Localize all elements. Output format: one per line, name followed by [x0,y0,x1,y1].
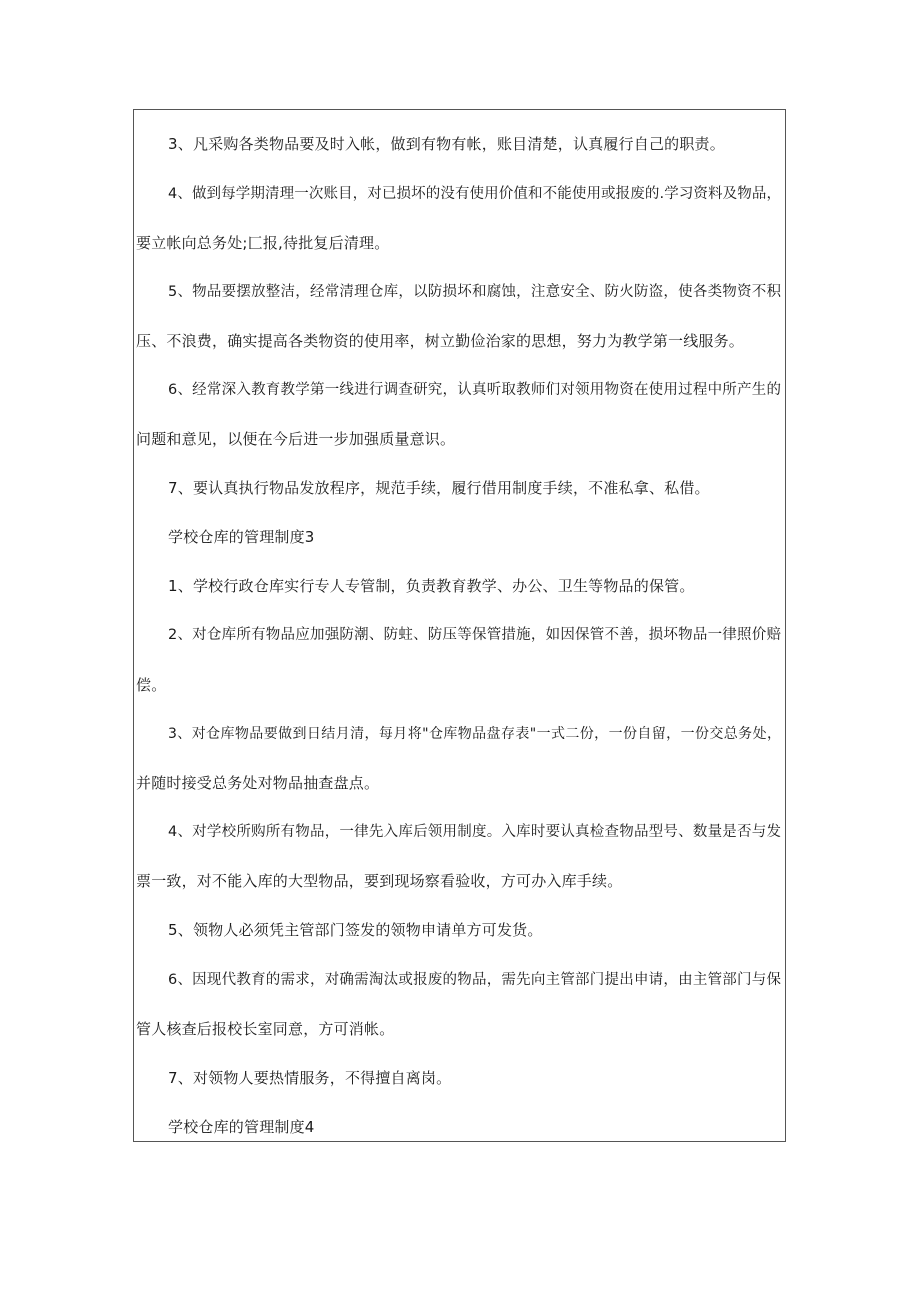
paragraph-line: 7、对领物人要热情服务，不得擅自离岗。 [168,1069,452,1087]
paragraph-line: 3、凡采购各类物品要及时入帐，做到有物有帐，账目清楚，认真履行自己的职责。 [168,135,725,153]
paragraph-line: 要立帐向总务处;匚报,待批复后清理。 [136,234,390,252]
paragraph-line: 3、对仓库物品要做到日结月清，每月将"仓库物品盘存表"一式二份，一份自留，一份交总务处， [168,726,781,742]
paragraph-line: 2、对仓库所有物品应加强防潮、防蛀、防压等保管措施，如因保管不善，损坏物品一律照价赔 [168,627,781,643]
paragraph-line: 4、做到每学期清理一次账目，对已损坏的没有使用价值和不能使用或报废的.学习资料及物品， [168,186,781,202]
paragraph-line: 票一致，对不能入库的大型物品，要到现场察看验收，方可办入库手续。 [136,872,623,890]
paragraph-line: 5、物品要摆放整洁，经常清理仓库，以防损坏和腐蚀，注意安全、防火防盗，使各类物资不积 [168,284,781,300]
paragraph-line: 5、领物人必须凭主管部门签发的领物申请单方可发货。 [168,921,543,939]
paragraph-line: 并随时接受总务处对物品抽查盘点。 [136,774,380,792]
paragraph-line: 压、不浪费，确实提高各类物资的使用率，树立勤俭治家的思想，努力为教学第一线服务。 [136,332,745,350]
paragraph-line: 6、因现代教育的需求，对确需淘汰或报废的物品，需先向主管部门提出申请，由主管部门与保 [168,972,781,988]
paragraph-line: 管人核查后报校长室同意，方可消帐。 [136,1020,395,1038]
page-frame [133,109,786,1142]
paragraph-line: 7、要认真执行物品发放程序，规范手续，履行借用制度手续，不准私拿、私借。 [168,479,710,497]
paragraph-line: 1、学校行政仓库实行专人专管制，负责教育教学、办公、卫生等物品的保管。 [168,577,695,595]
section-heading: 学校仓库的管理制度3 [168,528,315,546]
paragraph-line: 4、对学校所购所有物品，一律先入库后领用制度。入库时要认真检查物品型号、数量是否与发 [168,824,781,840]
paragraph-line: 问题和意见，以便在今后进一步加强质量意识。 [136,430,456,448]
paragraph-line: 6、经常深入教育教学第一线进行调查研究，认真听取教师们对领用物资在使用过程中所产生的 [168,382,781,398]
section-heading: 学校仓库的管理制度4 [168,1118,315,1136]
paragraph-line: 偿。 [136,676,167,694]
